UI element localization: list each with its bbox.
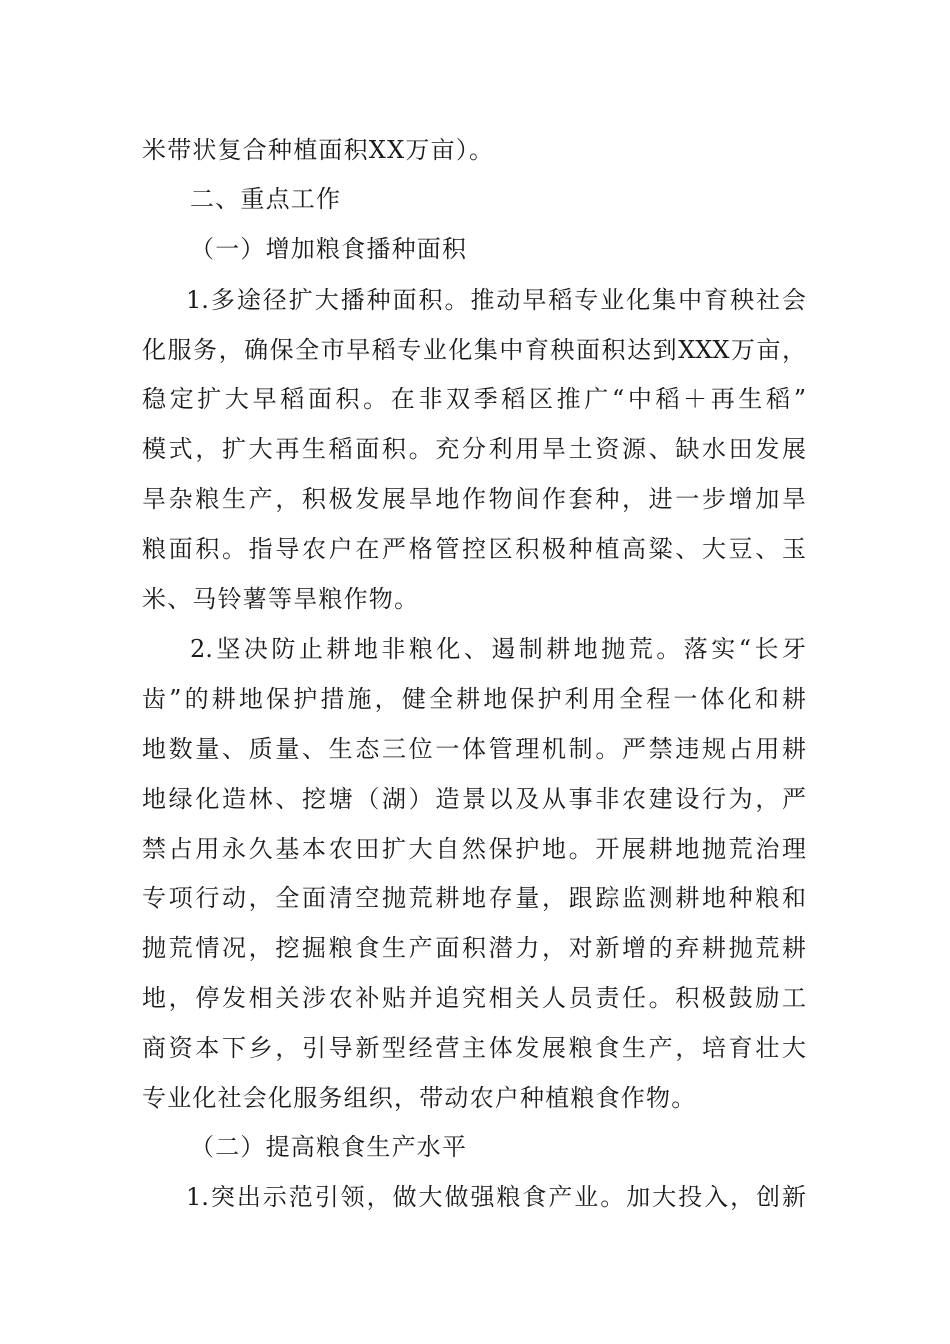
paragraph-line: 化服务，确保全市早稻专业化集中育秧面积达到XXX万亩，	[142, 336, 806, 364]
paragraph-line: 米带状复合种植面积XX万亩）。	[142, 136, 495, 164]
paragraph-line: 地，停发相关涉农补贴并追究相关人员责任。积极鼓励工	[142, 984, 806, 1012]
paragraph-line: 1.多途径扩大播种面积。推动早稻专业化集中育秧社会	[186, 286, 806, 314]
paragraph-line: 地绿化造林、挖塘（湖）造景以及从事非农建设行为，严	[142, 785, 806, 813]
paragraph-line: 2.坚决防止耕地非粮化、遏制耕地抛荒。落实“长牙	[190, 635, 806, 663]
subsection-heading: （一）增加粮食播种面积	[190, 235, 468, 263]
paragraph-line: 粮面积。指导农户在严格管控区积极种植高粱、大豆、玉	[142, 535, 806, 563]
paragraph-line: 禁占用永久基本农田扩大自然保护地。开展耕地抛荒治理	[142, 835, 806, 863]
paragraph-line: 模式，扩大再生稻面积。充分利用旱土资源、缺水田发展	[142, 435, 806, 463]
subsection-heading: （二）提高粮食生产水平	[190, 1133, 468, 1161]
paragraph-line: 齿”的耕地保护措施，健全耕地保护利用全程一体化和耕	[142, 685, 806, 713]
paragraph-line: 专业化社会化服务组织，带动农户种植粮食作物。	[142, 1084, 697, 1112]
paragraph-line: 米、马铃薯等旱粮作物。	[142, 585, 420, 613]
paragraph-line: 抛荒情况，挖掘粮食生产面积潜力，对新增的弃耕抛荒耕	[142, 934, 806, 962]
section-heading: 二、重点工作	[190, 185, 342, 213]
paragraph-line: 旱杂粮生产，积极发展旱地作物间作套种，进一步增加旱	[142, 485, 806, 513]
paragraph-line: 专项行动，全面清空抛荒耕地存量，跟踪监测耕地种粮和	[142, 884, 806, 912]
paragraph-line: 1.突出示范引领，做大做强粮食产业。加大投入，创新	[186, 1183, 806, 1211]
paragraph-line: 地数量、质量、生态三位一体管理机制。严禁违规占用耕	[142, 735, 806, 763]
paragraph-line: 稳定扩大早稻面积。在非双季稻区推广“中稻＋再生稻”	[142, 385, 806, 413]
paragraph-line: 商资本下乡，引导新型经营主体发展粮食生产，培育壮大	[142, 1034, 806, 1062]
